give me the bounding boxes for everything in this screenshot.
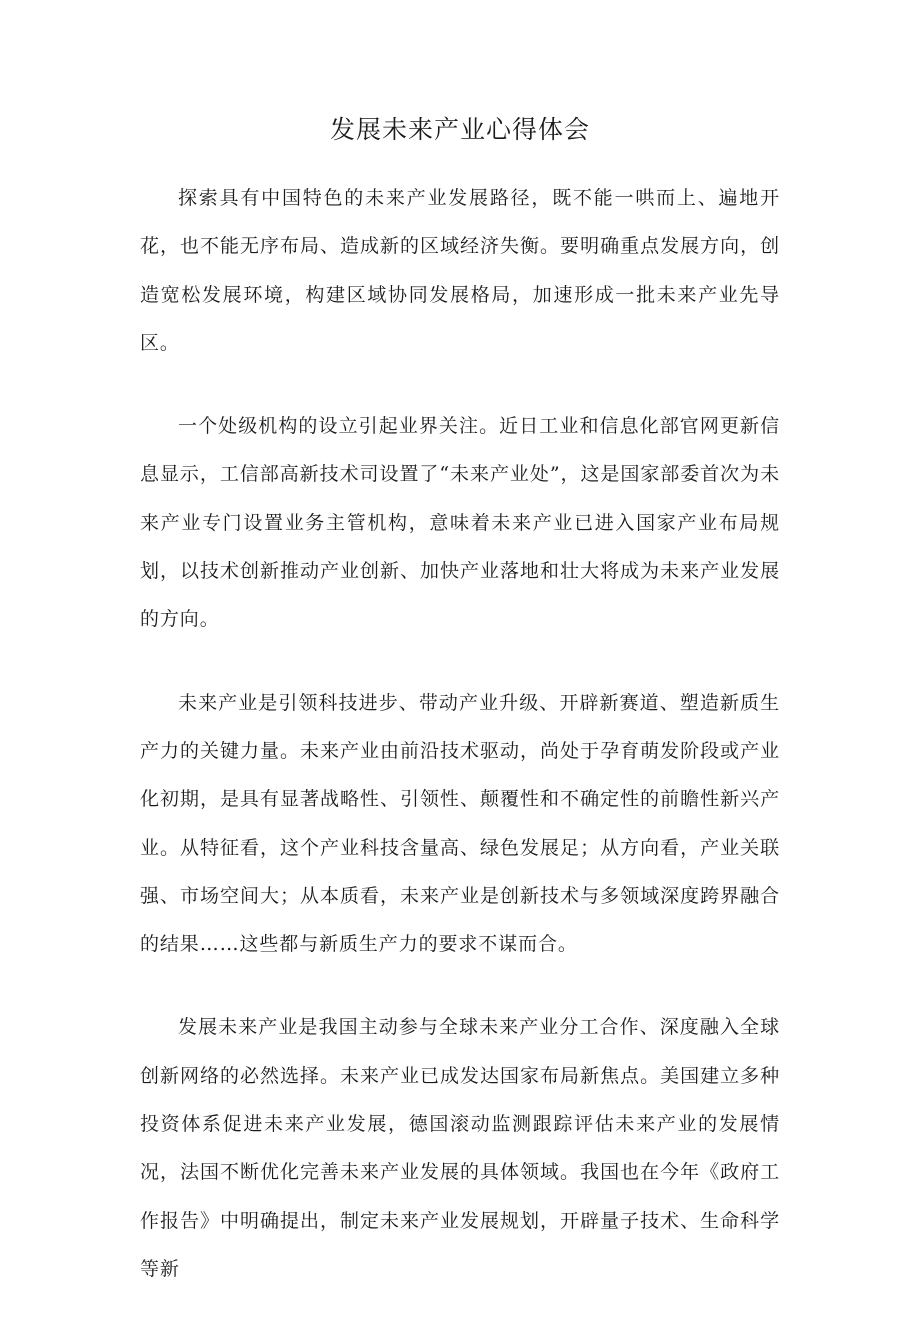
document-body xyxy=(140,174,780,1328)
paragraph-1: 探索具有中国特色的未来产业发展路径，既不能一哄而上、遍地开花，也不能无序布局、造成新的区域经济失衡。要明确重点发展方向，创造宽松发展环境，构建区域协同发展格局，加速形成一批未来产业先导区。 xyxy=(140,187,780,354)
document-title: 发展未来产业心得体会 xyxy=(329,115,590,144)
paragraph-3: 未来产业是引领科技进步、带动产业升级、开辟新赛道、塑造新质生产力的关键力量。未来产业由前沿技术驱动，尚处于孕育萌发阶段或产业化初期，是具有显著战略性、引领性、颠覆性和不确定性的前瞻性新兴产业。从特征看，这个产业科技含量高、绿色发展足；从方向看，产业关联强、市场空间大；从本质看，未来产业是创新技术与多领域深度跨界融合的结果……这些都与新质生产力的要求不谋而合。 xyxy=(140,691,780,956)
paragraph-4: 发展未来产业是我国主动参与全球未来产业分工合作、深度融入全球创新网络的必然选择。未来产业已成发达国家布局新焦点。美国建立多种投资体系促进未来产业发展，德国滚动监测跟踪评估未来产业的发展情况，法国不断优化完善未来产业发展的具体领域。我国也在今年《政府工作报告》中明确提出，制定未来产业发展规划，开辟量子技术、生命科学等新 xyxy=(140,1016,780,1280)
paragraph-2: 一个处级机构的设立引起业界关注。近日工业和信息化部官网更新信息显示，工信部高新技术司设置了“未来产业处”，这是国家部委首次为未来产业专门设置业务主管机构，意味着未来产业已进入国家产业布局规划，以技术创新推动产业创新、加快产业落地和壮大将成为未来产业发展的方向。 xyxy=(140,415,780,631)
